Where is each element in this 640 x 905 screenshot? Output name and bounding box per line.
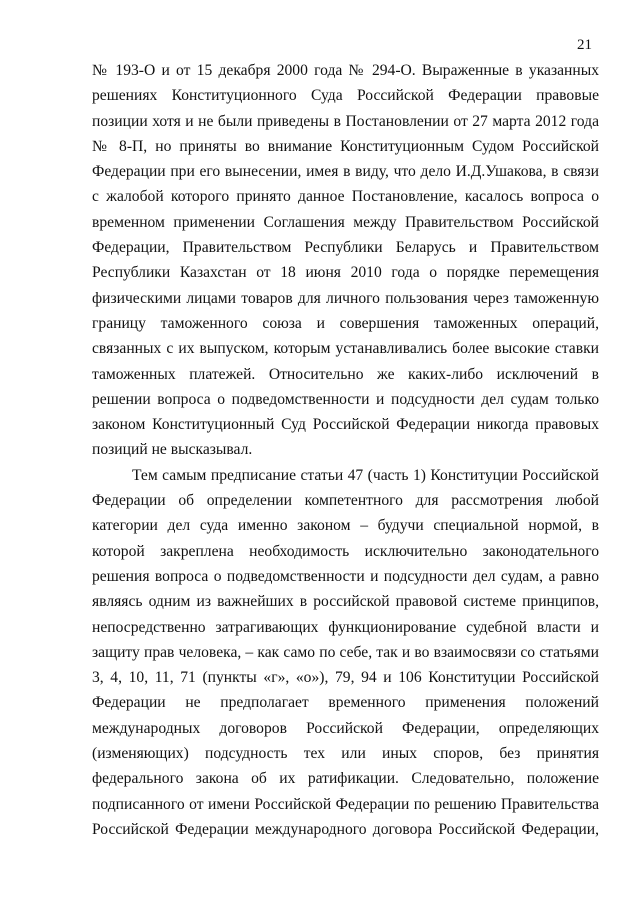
text-line: (изменяющих) подсудность тех или иных споров, без принятия	[92, 745, 599, 763]
text-line: Федерации при его вынесении, имея в виду, что дело И.Д.Ушакова, в связи	[92, 163, 599, 181]
text-line: границу таможенного союза и совершения таможенных операций,	[92, 314, 599, 332]
text-line: Федерации, Правительством Республики Беларусь и Правительством	[92, 239, 599, 257]
text-line: Тем самым предписание статьи 47 (часть 1) Конституции Российской	[132, 466, 599, 484]
text-line: № 193-О и от 15 декабря 2000 года № 294-О. Выраженные в указанных	[92, 62, 599, 79]
document-body	[92, 58, 599, 842]
text-line: физическими лицами товаров для личного пользования через таможенную	[92, 289, 599, 307]
text-line: Федерации не предполагает временного применения положений	[92, 694, 599, 712]
text-line: Республики Казахстан от 18 июня 2010 года о порядке перемещения	[92, 264, 599, 282]
paragraph	[92, 58, 599, 463]
text-line: решения вопроса о подведомственности и подсудности дел судам, а равно	[92, 567, 599, 585]
text-line: которой закреплена необходимость исключительно законодательного	[92, 542, 599, 560]
text-line: Российской Федерации международного договора Российской Федерации,	[92, 820, 599, 838]
text-line: 3, 4, 10, 11, 71 (пункты «г», «о»), 79, 94 и 106 Конституции Российской	[92, 669, 599, 687]
text-line: Федерации об определении компетентного для рассмотрения любой	[92, 492, 599, 510]
text-line: решениях Конституционного Суда Российской Федерации правовые	[92, 87, 599, 105]
text-line: являясь одним из важнейших в российской правовой системе принципов,	[92, 593, 599, 611]
text-line: № 8-П, но приняты во внимание Конституционным Судом Российской	[92, 137, 599, 155]
text-line: временном применении Соглашения между Правительством Российской	[92, 213, 599, 231]
text-line: таможенных платежей. Относительно же каких-либо исключений в	[92, 365, 599, 383]
page-number: 21	[577, 37, 592, 53]
text-line: решении вопроса о подведомственности и подсудности дел судам только	[92, 390, 599, 408]
text-line: позиций не высказывал.	[92, 441, 253, 459]
text-line: подписанного от имени Российской Федерации по решению Правительства	[92, 795, 599, 813]
paragraph	[92, 463, 599, 842]
text-line: федерального закона об их ратификации. Следовательно, положение	[92, 770, 599, 788]
text-line: непосредственно затрагивающих функционирование судебной власти и	[92, 618, 599, 636]
text-line: позиции хотя и не были приведены в Постановлении от 27 марта 2012 года	[92, 112, 599, 130]
text-line: с жалобой которого принято данное Постановление, касалось вопроса о	[92, 188, 599, 206]
text-line: категории дел суда именно законом – будучи специальной нормой, в	[92, 517, 599, 535]
text-line: законом Конституционный Суд Российской Федерации никогда правовых	[92, 416, 599, 434]
text-line: международных договоров Российской Федерации, определяющих	[92, 719, 599, 737]
text-line: связанных с их выпуском, которым устанавливались более высокие ставки	[92, 340, 599, 358]
text-line: защиту прав человека, – как само по себе, так и во взаимосвязи со статьями	[92, 643, 599, 661]
